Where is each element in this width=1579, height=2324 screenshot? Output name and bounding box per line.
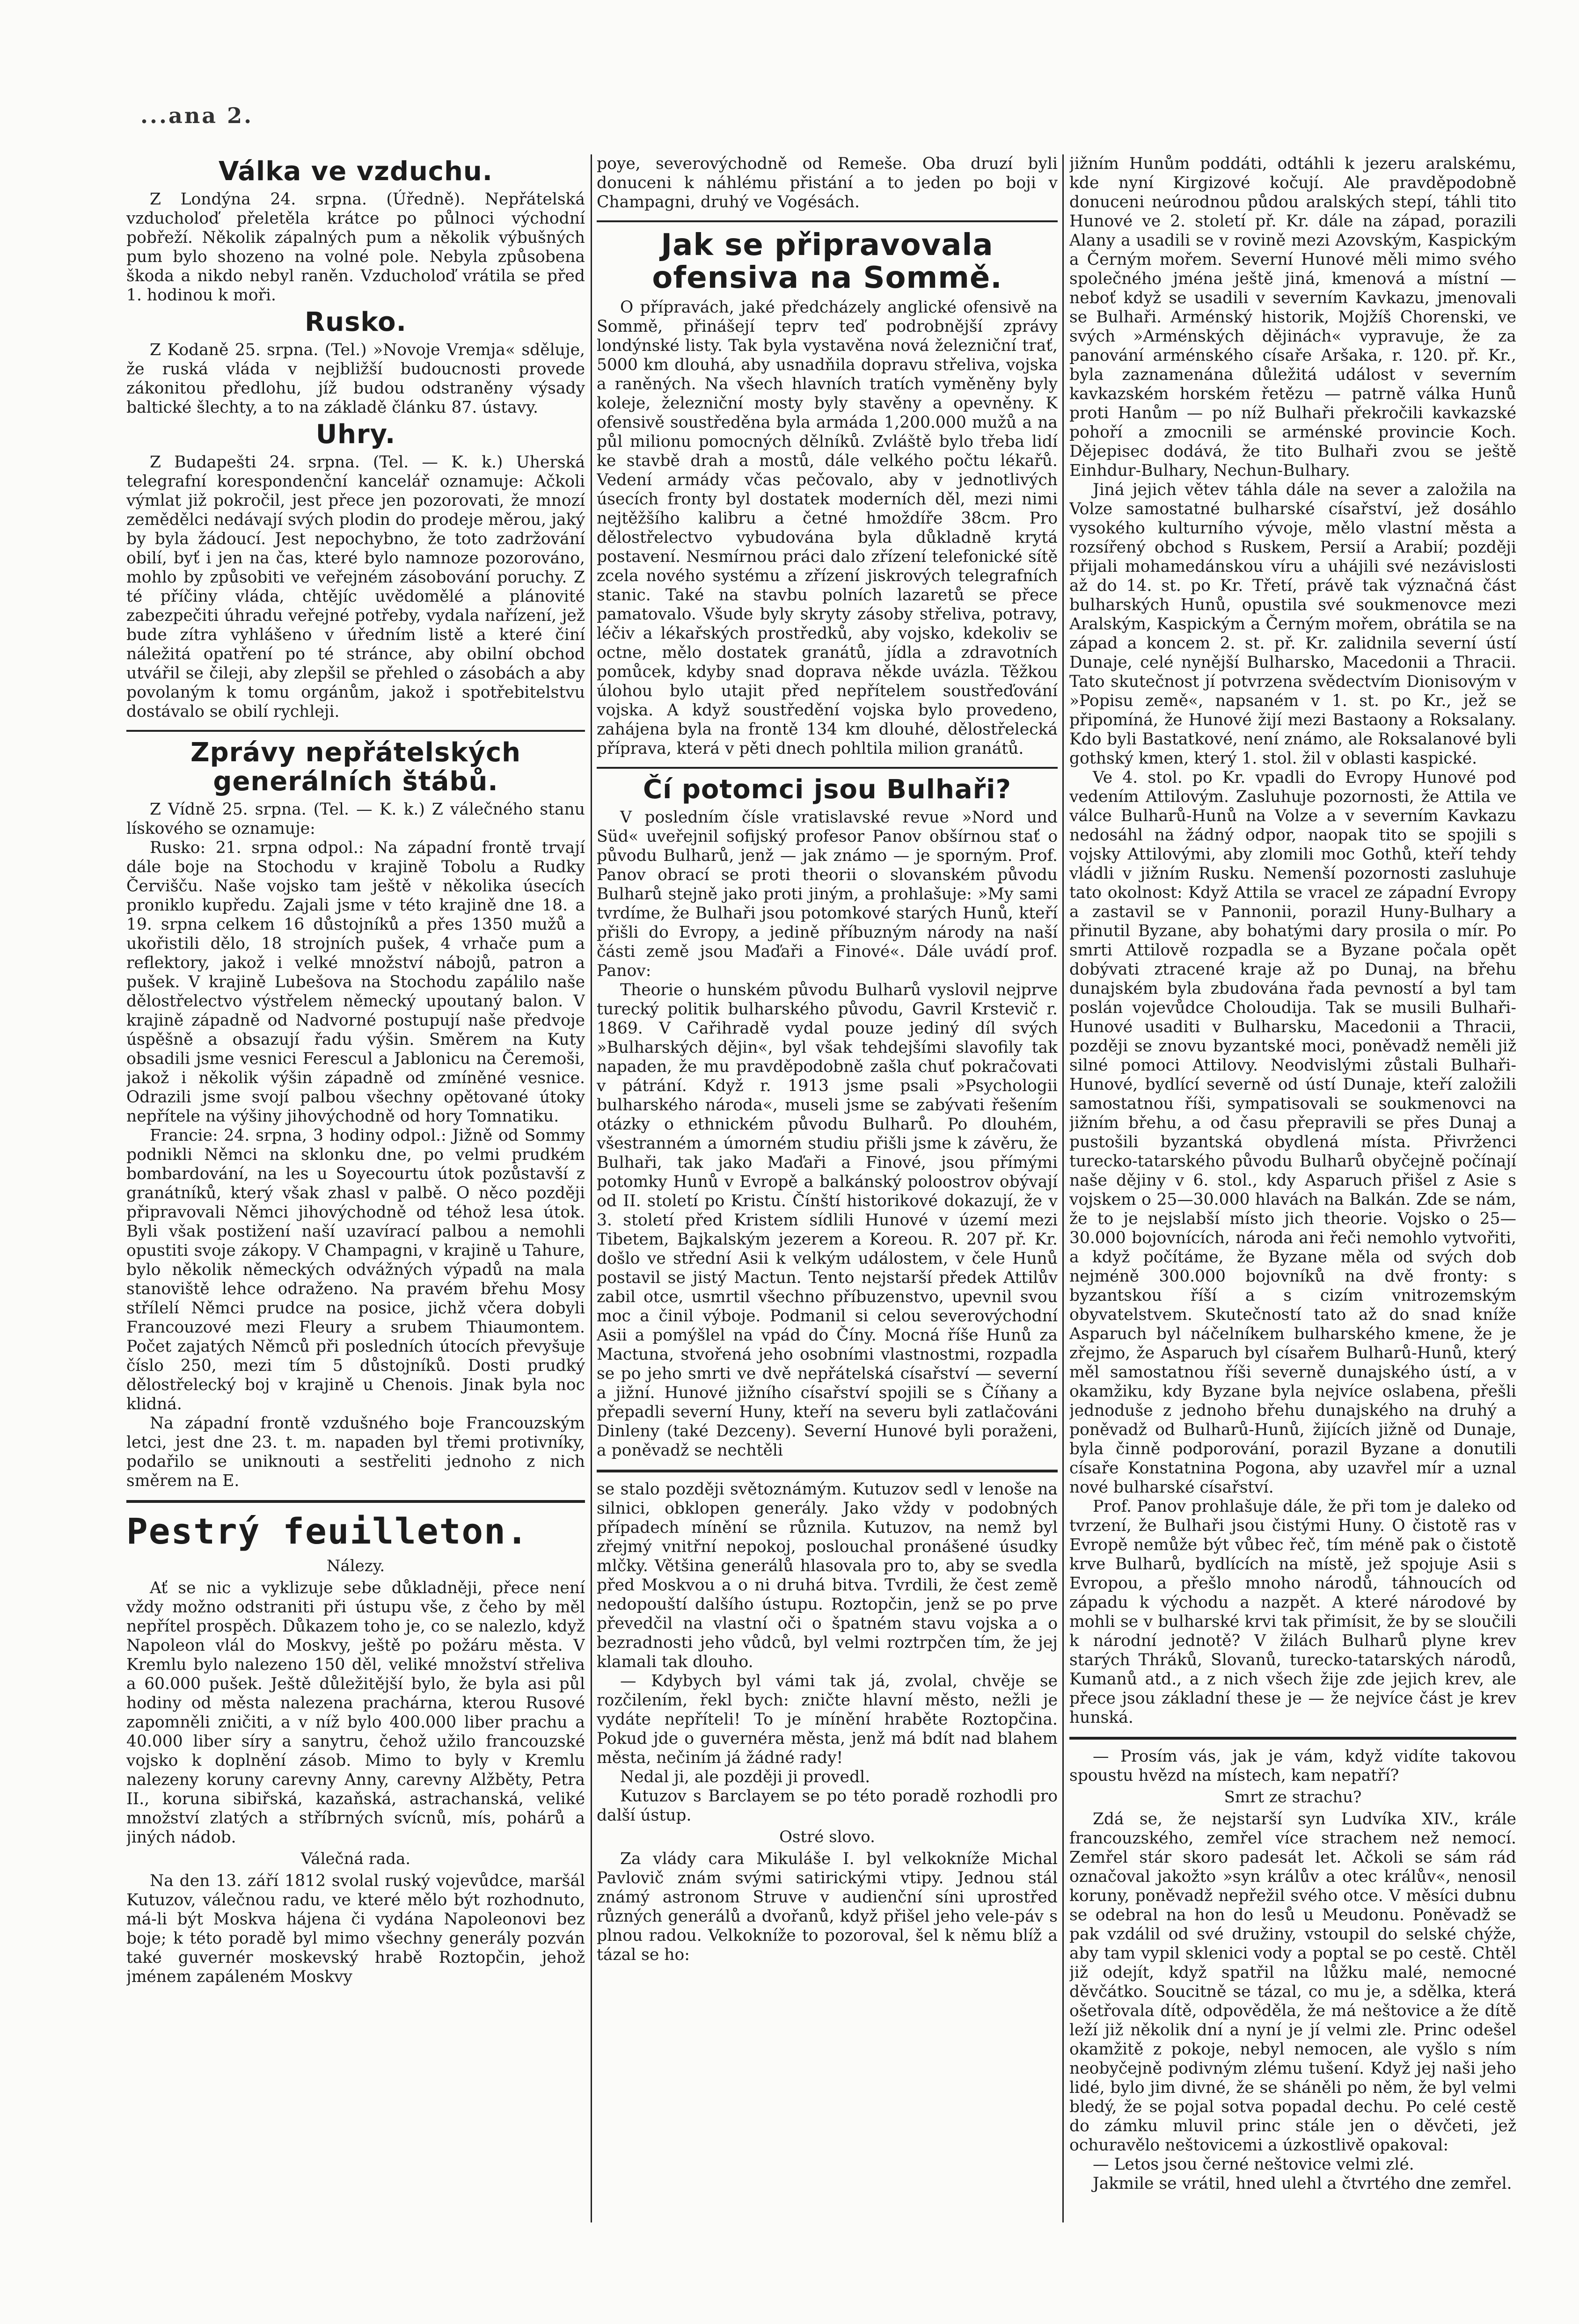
article-text: — Letos jsou černé neštovice velmi zlé.	[1093, 2155, 1414, 2174]
article-text: Z Londýna 24. srpna. (Úředně). Nepřátelská vzducholoď přeletěla krátce po půlnoci východní pobřeží. Několik zápalných pum a několik výbušných pum bylo shozeno na volné pole. Nebyla způsobena škoda a nikdo nebyl raněn. Vzducholoď vrátila se před 1. hodinou k moři.	[126, 190, 585, 305]
article-text: Na den 13. září 1812 svolal ruský vojevůdce, maršál Kutuzov, válečnou radu, ve které mělo být rozhodnuto, má-li být Moskva hájena či vydána Napoleonovi bez boje; k této poradě byl mimo všechny generály pozván také guvernér moskevský hrabě Roztopčin, jehož jménem zapáleném Moskvy	[126, 1872, 585, 1986]
article-text: Theorie o hunském původu Bulharů vyslovil nejprve turecký politik bulharského původu, Gavril Krstevič r. 1869. V Cařihradě vydal pouze jediný díl svých »Bulharských dějin«, byl však tehdejšími slavofily tak napaden, že mu pravděpodobně zašla chuť pokračovati v pátrání. Když r. 1913 jsme psali »Psychologii bulharského národa«, museli jsme se zabývati řešením otázky o ethnickém původu Bulharů. Po dlouhém, všestranném a úmorném studiu přišli jsme k závěru, že Bulhaři, tak jako Maďaři a Finové, jsou přímými potomky Hunů v Evropě a balkánský poloostrov obývají od II. století po Kristu. Čínští historikové dokazují, že v 3. století před Kristem sídlili Hunové v území mezi Tibetem, Bajkalským jezerem a Koreou. R. 207 př. Kr. došlo ve střední Asii k velkým událostem, v čele Hunů postavil se jistý Mactun. Tento nejstarší předek Attilův zabil otce, usmrtil všechno příbuzenstvo, upevnil svou moc a činil výboje. Podmanil si celou severovýchodní Asii a pomýšlel na vpád do Číny. Mocná říše Hunů za Mactuna, stvořená jeho osobními vlastnostmi, rozpadla se po jeho smrti ve dvě nepřátelská císařství — severní a jižní. Hunové jižního císařství spojili se s Číňany a přepadli severní Huny, kteří na severu byli zatlačováni Dinleny (také Dezceny). Severní Hunové byli poraženi, a poněvadž se nechtěli	[597, 981, 1058, 1460]
divider	[126, 730, 585, 732]
section-title-valecna: Válečná rada.	[300, 1850, 411, 1868]
article-text: Francie: 24. srpna, 3 hodiny odpol.: Jižně od Sommy podnikli Němci na sklonku dne, po velmi prudkém bombardování, na les u Soyecourtu útok pozůstavší z granátníků, který však zhasl v palbě. O něco později připravovali Němci jihovýchodně od téhož lesa útok. Byli však postižení naší uzavírací palbou a nemohli opustiti svoje zákopy. V Champagni, v krajině u Tahure, bylo několik německých odvážných výpadů na mala stanoviště lehce odraženo. Na pravém břehu Mosy střílelí Němci prudce na posice, jichž včera dobyli Francouzové mezi Fleury a srubem Thiaumontem. Počet zajatých Němců při posledních útocích převyšuje číslo 250, mezi tím 5 důstojníků. Dosti prudký dělostřelecký boj v krajině u Chenois. Jinak byla noc klidná.	[126, 1126, 585, 1413]
article-text: Zdá se, že nejstarší syn Ludvíka XIV., krále francouzského, zemřel více strachem než nemocí. Zemřel stár skoro padesát let. Ačkoli se sám rád označoval jakožto »syn králův a otec králův«, nenosil koruny, poněvadž nepřežil svého otce. V měsíci dubnu se odebral na hon do lesů u Meudonu. Poněvadž se pak vzdálil od své družiny, vstoupil do selské chýže, aby tam vypil sklenici vody a poptal se po cestě. Chtěl již odejít, když spatřil na lůžku malé, nemocné děvčátko. Soucitně se tázal, co mu je, a sdělka, která ošetřovala dítě, odpověděla, že má neštovice a že dítě leží již několik dní a nyní je jí velmi zle. Princ odešel okamžitě z pokoje, nebyl nemocen, ale vyšlo s ním neobyčejně podivným zlému tušení. Když jej naši jeho lidé, bylo jim divné, že se sháněli po něm, že byl velmi bledý, že se pojal sotva popadal dechu. Po celé cestě do zámku mluvil princ stále jen o děvčeti, jež ochuravělo neštovicemi a úzkostlivě opakoval:	[1069, 1810, 1516, 2155]
divider	[597, 1470, 1058, 1472]
divider	[1069, 1737, 1516, 1740]
article-text: Prof. Panov prohlašuje dále, že při tom je daleko od tvrzení, že Bulhaři jsou čistými Huny. O čistotě ras v Evropě nemůže být vůbec řeč, tím méně pak o čistotě krve Bulharů, bydlících na místě, jež spojuje Asii s Evropou, a přešlo mnoho národů, táhnoucích od západu k východu a nazpět. A které národové by mohli se v bulharské krvi tak přimísit, že by se sloučili k národní jednotě? V žilách Bulharů plyne krev starých Thráků, Slovanů, turecko-tatarských národů, Kumanů atd., a z nich všech žije zde jejich krev, ale přece jsou základní these je — že nejvíce část je krev hunská.	[1069, 1497, 1516, 1727]
divider	[597, 220, 1058, 222]
article-text: Rusko: 21. srpna odpol.: Na západní frontě trvají dále boje na Stochodu v krajině Tobolu a Rudky Červišču. Naše vojsko tam ještě v několika úsecích proniklo kupředu. Zajali jsme v této krajině dne 18. a 19. srpna celkem 16 důstojníků a přes 1350 mužů a ukořistili dělo, 18 strojních pušek, 4 vrhače pum a reflektory, jakož i velké množství nábojů, patron a pušek. V krajině Lubešova na Stochodu zapálilo naše dělostřelectvo výstřelem německý upoutaný balon. V krajině západně od Nadvorné postupují naše předvoje úspěšně a obsazují řadu výšin. Směrem na Kuty obsadili jsme vesnici Ferescul a Jablonicu na Čeremoši, jakož i několik výšin západně od zmíněné vesnice. Odrazili jsme svojí palbou všechny opětované útoky nepřítele na výšiny jihovýchodně od hory Tomnatiku.	[126, 838, 585, 1126]
article-text: Ať se nic a vyklizuje sebe důkladněji, přece není vždy možno odstraniti při ústupu vše, z čeho by měl nepřítel prospěch. Důkazem toho je, co se nalezlo, když Napoleon vlál do Moskvy, ještě po požáru města. V Kremlu bylo nalezeno 150 děl, veliké množství střeliva a 60.000 pušek. Ještě důležitější bylo, že byla asi půl hodiny od města nalezena prachárna, kterou Rusové zapomněli zničiti, a v níž bylo 400.000 liber prachu a 40.000 liber síry a sanytru, čehož užilo francouzské vojsko k doplnění zásob. Mimo to byly v Kremlu nalezeny koruny carevny Anny, carevny Alžběty, Petra II., koruna sibiřská, kazaňská, astrachanská, veliké množství zlatých a stříbrných svícnů, mís, pohárů a jiných nádob.	[126, 1579, 585, 1847]
article-text: Jiná jejich větev táhla dále na sever a založila na Volze samostatné bulharské císařství, jež dosáhlo vysokého kulturního vývoje, mělo vlastní města a rozsířený obchod s Ruskem, Persií a Arabií; později přijali mohamedánskou víru a uhájili své nezávislosti až do 14. st. po Kr. Třetí, právě tak význačná část bulharských Hunů, opustila své soukmenovce mezi Aralským, Kaspickým a Černým mořem, obrátila se na západ a koncem 2. st. př. Kr. zalidnila severní ústí Dunaje, celé nynější Bulharsko, Macedonii a Thracii. Tato skutečnost jí potvrzena svědectvím Dionisovým v »Popisu země«, napsaném v 1. st. po Kr., jež se připomíná, že Hunové žijí mezi Bastaony a Roksalany. Kdo byli Bastatkové, není známo, ale Roksalanové byli gothský kmen, který 1. stol. žil v oblasti kaspické.	[1069, 481, 1516, 768]
article-text: Ve 4. stol. po Kr. vpadli do Evropy Hunové pod vedením Attilovým. Zasluhuje pozornosti, že Attila ve válce Bulharů-Hunů na Volze a v severním Kavkazu nedosáhl na žádný odpor, naopak tito se spojili s vojsky Attilovými, aby zlomili moc Gothů, kteří tehdy vládli v jižním Rusku. Nemenší pozornosti zasluhuje tato okolnost: Když Attila se vracel ze západní Evropy a zastavil se v Pannonii, porazil Huny-Bulhary a přinutil Byzane, aby bohatými dary prosila o mír. Po smrti Attilově rozpadla se a Byzane počala opět dobývati ztracené kraje až po Dunaj, na břehu dunajském byla zbudována řada pevností a byl tam poslán vojevůdce Choloudija. Tak se musili Bulhaři-Hunové usaditi v Bulharsku, Macedonii a Thracii, později se znovu byzantské moci, poněvadž neměli již silné pomoci Attilovy. Neodvislými zůstali Bulhaři-Hunové, bydlící severně od ústí Dunaje, kteří založili samostatnou říši, sympatisovali se soukmenovci na jižním břehu, a od času přepravili se přes Dunaj a pustošili byzantská obydlená místa. Přivrženci turecko-tatarského původu Bulharů obyčejně počínají naše dějiny v 6. stol., kdy Asparuch přišel z Asie s vojskem o 25—30.000 hlavách na Balkán. Zde se nám, že to je nejslabší místo jich theorie. Vojsko o 25—30.000 bojovnících, národa ani řeči nemohlo vytvořiti, a když počítáme, že Byzane měla od svých dob nejméně 300.000 bojovníků na dvě fronty: s byzantskou říší a s cizím vnitrozemským obyvatelstvem. Skutečností tato až do snad kníže Asparuch byl náčelníkem bulharského kmene, že je zřejmo, že Asparuch byl císařem Bulharů-Hunů, který měl samostatnou říši severně dunajského ústí, a v okamžiku, kdy Byzane byla nejvíce oslabena, přešli jednoduše z jednoho břehu dunajského na druhý a poněvadž od Bulharů-Hunů, žijících jižně od Dunaje, byla činně podporování, porazil Byzane a donutili císaře Konstatnina Pogona, aby uzavřel mír a uznal nové bulharské císařství.	[1069, 768, 1516, 1497]
article-text: se stalo později světoznámým. Kutuzov sedl v lenoše na silnici, obklopen generály. Jako vždy v podobných případech mínění se různila. Kutuzov, na nemž byl zřejmý vnitřní nepokoj, poslouchal pronášené úsudky mlčky. Většina generálů hlasovala pro to, aby se svedla před Moskvou a o ni druhá bitva. Tvrdili, že čest země nedopouští dalšího ústupu. Roztopčin, jenž se po prve převedčil na vlastní oči o špatném stavu vojska a o bezradnosti jeho vůdců, byl velmi roztrpčen tím, že jej klamali tak dlouho.	[597, 1480, 1058, 1671]
article-text: Z Vídně 25. srpna. (Tel. — K. k.) Z válečného stanu lískového se oznamuje:	[126, 800, 585, 838]
section-title-smrt: Smrt ze strachu?	[1224, 1788, 1362, 1807]
article-text: poye, severovýchodně od Remeše. Oba druzí byli donuceni k náhlému přistání a to jeden po boji v Champagni, druhý ve Vogésách.	[597, 154, 1058, 211]
article-text: V posledním čísle vratislavské revue »Nord und Süd« uveřejnil sofijský profesor Panov obšírnou stať o původu Bulharů, jenž — jak známo — je sporným. Prof. Panov obrací se proti theorii o slovanském původu Bulharů stejně jako proti jiným, a prohlašuje: »My sami tvrdíme, že Bulhaři jsou potomkové starých Hunů, kteří přišli do Evropy, a jedině příbuzným národy na naší části země jsou Maďaři a Finové«. Dále uvádí prof. Panov:	[597, 808, 1058, 980]
article-title-ofensiva: Jak se připravovala ofensiva na Sommě.	[652, 228, 1002, 295]
page-number: ...ana 2.	[140, 103, 254, 128]
article-text: O přípravách, jaké předcházely anglické ofensivě na Sommě, přinášejí teprv teď podrobnější zprávy londýnské listy. Tak byla vystavěna nová železniční trať, 5000 km dlouhá, aby usnadňila dopravu střeliva, vojska a raněných. Na všech hlavních tratích vyměněny byly koleje, železniční mosty byly stavěny a opevněny. K ofensivě soustředěna byla armáda 1,200.000 mužů a na půl milionu pomocných dělníků. Zvláště bylo třeba lidí ke stavbě drah a mostů, dále velkého počtu lékařů. Vedení armády včas pečovalo, aby v jednotlivých úsecích fronty byl dostatek moderních děl, mezi nimi nejtěžšího kalibru a četné hmoždíře 38cm. Pro dělostřelectvo vybudována byla důkladně krytá postavení. Nesmírnou práci dalo zřízení telefonické sítě zcela nového systému a zřízení jiskrových telegrafních stanic. Také na stavbu polních lazaretů se přece pamatovalo. Všude byly skryty zásoby střeliva, potravy, léčiv a lékařských prostředků, aby vojsko, kdekoliv se octne, mělo dostatek granátů, jídla a zdravotních pomůcek, kdyby snad doprava někde uvázla. Těžkou úlohou bylo utajit před nepřítelem soustřeďování vojska. A když soustředění vojska bylo provedeno, zahájena byla na frontě 134 km dlouhé, dělostřelecká příprava, která v pěti dnech pohltila milion granátů.	[597, 298, 1058, 758]
divider	[126, 1500, 585, 1503]
article-title-zpravy: Zprávy nepřátelských generálních štábů.	[190, 737, 521, 797]
column-rule-1	[591, 154, 592, 2222]
column-rule-2	[1062, 154, 1064, 2222]
article-text: — Prosím vás, jak je vám, když vidíte takovou spoustu hvězd na místech, kam nepatří?	[1069, 1747, 1516, 1785]
article-text: — Kdybych byl vámi tak já, zvolal, chvěje se rozčilením, řekl bych: zničte hlavní město, nežli je vydáte nepříteli! To je mínění hraběte Roztopčina. Pokud jde o guvernéra města, jenž má bdít nad blahem města, nečiním já žádné rady!	[597, 1672, 1058, 1767]
article-title-rusko: Rusko.	[305, 307, 407, 337]
column-1	[126, 154, 585, 2251]
article-text: Nedal ji, ale později ji provedl.	[620, 1768, 870, 1786]
column-3	[1069, 154, 1516, 2251]
feuilleton-title: Pestrý feuilleton.	[126, 1510, 529, 1552]
article-text: jižním Hunům poddáti, odtáhli k jezeru aralskému, kde nyní Kirgizové kočují. Ale pravděpodobně donuceni neúrodnou půdou aralských stepí, táhli tito Hunové ve 2. století př. Kr. dále na západ, porazili Alany a usadili se v rovině mezi Azovským, Kaspickým a Černým mořem. Severní Hunové měli mimo svého společného jména ještě jiná, kmenová a místní — neboť když se usadili v severním Kavkazu, jmenovali se Bulhaři. Arménský historik, Mojžíš Chorenski, ve svých »Arménských dějinách« vypravuje, že za panování arménského císaře Aršaka, r. 120. př. Kr., byla zaznamenána důležitá událost v severním kavkazském horském řetězu — patrně válka Hunů proti Hanům — po níž Bulhaři překročili kavkazské pohoří a zmocnili se arménské provincie Koch. Dějepisec dodává, že tito Bulhaři zvou se ještě Einhdur-Bulhary, Nechun-Bulhary.	[1069, 154, 1516, 480]
section-title-nalezy: Nálezy.	[326, 1557, 385, 1575]
article-text: Kutuzov s Barclayem se po této poradě rozhodli pro další ústup.	[597, 1787, 1058, 1825]
article-title-bulhari: Čí potomci jsou Bulhaři?	[643, 774, 1011, 805]
article-text: Za vlády cara Mikuláše I. byl velkokníže Michal Pavlovič znám svými satirickými vtipy. Jednou stál známý astronom Struve v audienční síni uprostřed různých generálů a dvořanů, když přišel jeho vele-páv s plnou radou. Velkokníže to pozoroval, šel k němu blíž a tázal se ho:	[597, 1850, 1058, 1964]
section-title-ostre: Ostré slovo.	[779, 1828, 875, 1846]
article-text: Z Budapešti 24. srpna. (Tel. — K. k.) Uherská telegrafní korespondenční kancelář oznamuje: Ačkoli výmlat již pokročil, jest přece jen pozorovati, že mnozí zemědělci nedávají svých plodin do prodeje měrou, jaký by byla žádoucí. Jest nepochybno, že toto zadržování obilí, byť i jen na čas, které bylo namnoze pozorováno, mohlo by způsobiti ve veřejném zásobování poruchy. Z té příčiny vláda, chtějíc uvědomělé a plánovité zabezpečiti úhradu veřejné potřeby, vydala nařízení, jež bude zítra vyhlášeno v úředním listě a které činí náležitá opatření po té stránce, aby obilní obchod utvářil se čileji, aby zlepšil se přehled o zásobách a aby povolaným k tomu orgánům, jakož i spotřebitelstvu dostávalo se obilí rychleji.	[126, 453, 585, 721]
divider	[597, 767, 1058, 769]
column-2	[597, 154, 1058, 2251]
article-text: Jakmile se vrátil, hned ulehl a čtvrtého dne zemřel.	[1093, 2174, 1512, 2193]
article-text: Na západní frontě vzdušného boje Francouzským letci, jest dne 23. t. m. napaden byl třemi protivníky, podařilo se uniknouti a sestřeliti jednoho z nich směrem na E.	[126, 1414, 585, 1490]
article-text: Z Kodaně 25. srpna. (Tel.) »Novoje Vremja« sděluje, že ruská vláda v nejbližší budoucnosti provede zákonitou předlohu, jíž budou odstraněny výsady baltické šlechty, a to na základě článku 87. ústavy.	[126, 341, 585, 417]
article-title-uhry: Uhry.	[315, 419, 396, 450]
article-title-valka: Válka ve vzduchu.	[218, 156, 493, 187]
